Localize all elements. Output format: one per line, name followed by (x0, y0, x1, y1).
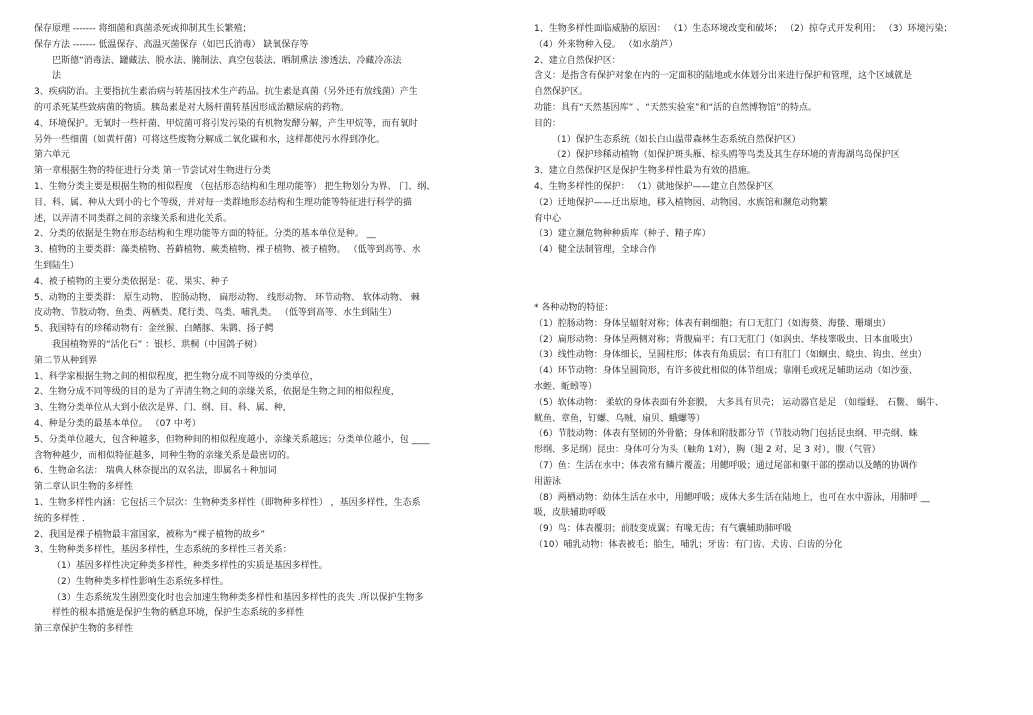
text-line: 3、生物分类单位从大到小依次是界、门、纲、目、科、属、种， (34, 403, 292, 414)
text-line: 5、我国特有的珍稀动物有：金丝猴、白鳍豚、朱鹮、扬子鳄 (34, 324, 274, 335)
text-line: 第二章认识生物的多样性 (34, 482, 134, 493)
text-line: 鱿鱼、章鱼，钉螺、乌贼、扇贝、蛾螺等） (534, 413, 706, 424)
text-line: 2、生物分成不同等级的目的是为了弄清生物之间的亲缘关系，依据是生物之间的相似程度， (34, 387, 400, 398)
spacer (534, 273, 1004, 287)
text-line: 含物种越少，而相似特征越多，同种生物的亲缘关系是最密切的。 (34, 450, 296, 461)
text-line: 含义：是指含有保护对象在内的一定面积的陆地或水体划分出来进行保护和管理，这个区域就是 (534, 71, 913, 82)
text-line: 样性的根本措施是保护生物的栖息环境，保护生态系统的多样性 (52, 608, 305, 619)
text-line: 自然保护区。 (534, 87, 589, 98)
text-line: （5）软体动物： 柔软的身体表面有外套膜， 大多具有贝壳； 运动器官是足 （如缢蛏、 石鳖、 蜗牛、 (534, 397, 944, 408)
text-line: （3）建立濒危物种种质库（种子、精子库） (534, 229, 711, 240)
text-line: 4、种是分类的最基本单位。 （07 中考） (34, 418, 201, 429)
text-line: 吸，皮肤辅助呼吸 (534, 508, 607, 519)
text-line: （4）外来物种入侵。 （如水葫芦） (534, 39, 678, 50)
text-line: 6、生物命名法： 瑞典人林奈提出的双名法，即属名＋种加词 (34, 466, 277, 477)
text-line: 统的多样性 . (34, 513, 85, 524)
text-line: 3、疾病防治。主要指抗生素治病与转基因技术生产药品。抗生素是真菌（另外还有放线菌）产生 (34, 87, 418, 98)
text-line: （2）扁形动物：身体呈两侧对称；背腹扁平；有口无肛门（如涡虫、华枝睾吸虫、日本血吸虫） (534, 334, 918, 345)
text-line: 1、科学家根据生物之间的相似程度，把生物分成不同等级的分类单位， (34, 371, 319, 382)
text-line: 我国植物界的“活化石” ：银杉、珙桐（中国鸽子树） (52, 339, 263, 350)
text-line: 目、科、属、种从大到小的七个等级，并对每一类群地形态结构和生理功能等特征进行科学的描 (34, 197, 413, 208)
text-line: 1、生物多样性内涵：它包括三个层次：生物种类多样性（即物种多样性） ，基因多样性，生态系 (34, 497, 421, 508)
text-line: （7）鱼：生活在水中；体表常有鳞片覆盖；用鳃呼吸；通过尾部和躯干部的摆动以及鳍的协调作 (534, 460, 918, 471)
text-line: （3）生态系统发生剧烈变化时也会加速生物种类多样性和基因多样性的丧失 .所以保护生物多 (52, 592, 424, 603)
text-line: 4、被子植物的主要分类依据是：花、果实、种子 (34, 276, 229, 287)
text-line: 水蛭、蚯蚓等） (534, 381, 598, 392)
text-line: 2、建立自然保护区： (534, 55, 621, 66)
text-line: （9）鸟：体表覆羽；前肢变成翼；有喙无齿；有气囊辅助肺呼吸 (534, 524, 792, 535)
text-line: （3）线性动物：身体细长，呈圆柱形；体表有角质层；有口有肛门（如蛔虫、蛲虫、钩虫、丝虫） (534, 350, 927, 361)
text-line: 法 (52, 71, 62, 82)
text-line: 育中心 (534, 213, 562, 224)
text-line: 5、分类单位越大，包含种越多，但物种间的相似程度越小，亲缘关系越远；分类单位越小，包 ____ (34, 434, 430, 445)
text-line: （2）迁地保护——迁出原地，移入植物园、动物园、水族馆和濒危动物繁 (534, 197, 828, 208)
text-line: 第二节从种到界 (34, 355, 98, 366)
text-line: （6）节肢动物：体表有坚韧的外骨骼；身体和附肢都分节（节肢动物门包括昆虫纲、甲壳纲、蛛 (534, 429, 918, 440)
spacer (534, 287, 1004, 301)
text-line: 保存方法 ------- 低温保存、高温灭菌保存（如巴氏消毒） 缺氧保存等 (34, 39, 309, 50)
text-line: 1、生物多样性面临威胁的原因： （1）生态环境改变和破坏； （2）掠夺式开发利用； （3）环境污染； (534, 24, 953, 34)
text-line: 3、建立自然保护区是保护生物多样性最为有效的措施。 (534, 166, 756, 177)
text-line: 功能：具有“天然基因库” 、“天然实验室”和“活的自然博物馆”的特点。 (534, 102, 817, 113)
text-line: 1、生物分类主要是根据生物的相似程度 （包括形态结构和生理功能等） 把生物划分为界、 门、纲、 (34, 181, 436, 192)
text-line: （4）环节动物：身体呈圆筒形，有许多彼此相似的体节组成；靠刚毛或疣足辅助运动（如沙蚕、 (534, 366, 918, 377)
text-line: 5、动物的主要类群： 原生动物、 腔肠动物、 扁形动物、 线形动物、 环节动物、 软体动物、 棘 (34, 292, 420, 303)
text-line: （10）哺乳动物：体表被毛；胎生，哺乳；牙齿：有门齿、犬齿、臼齿的分化 (534, 539, 843, 550)
text-line: （1）腔肠动物：身体呈辐射对称；体表有刺细胞；有口无肛门（如海葵、海蛰、珊瑚虫） (534, 318, 891, 329)
text-line: 2、分类的依据是生物在形态结构和生理功能等方面的特征。分类的基本单位是种。 __ (34, 229, 376, 240)
text-line: 巴斯德“消毒法、罐藏法、脱水法、腌制法、真空包装法、晒制熏法 渗透法、冷藏冷冻法 (52, 55, 402, 66)
text-line: 3、植物的主要类群：藻类植物、苔藓植物、蕨类植物、裸子植物、被子植物。 （低等到高等、水 (34, 245, 421, 256)
text-line: 第六单元 (34, 150, 71, 161)
text-line: 述，以弄清不同类群之间的亲缘关系和进化关系。 (34, 213, 233, 224)
text-line: 目的： (534, 118, 562, 129)
text-line: 另外一些细菌（如黄杆菌）可将这些废物分解成二氧化碳和水，这样都使污水得到净化。 (34, 134, 386, 145)
text-line: （1）基因多样性决定种类多样性，种类多样性的实质是基因多样性。 (52, 561, 328, 572)
text-line: （4）健全法制管理，全球合作 (534, 245, 657, 256)
text-line: 生到陆生） (34, 260, 80, 271)
text-line: 形纲、多足纲）昆虫：身体可分为头（触角 1对），胸（翅 2 对、足 3 对），腹（气管） (534, 445, 881, 456)
text-line: 2、我国是裸子植物最丰富国家，被称为“裸子植物的故乡” (34, 529, 266, 540)
text-line: （8）两栖动物：幼体生活在水中，用鳃呼吸；成体大多生活在陆地上，也可在水中游泳，用肺呼 __ (534, 492, 930, 503)
text-line: 4、环境保护。无氧时一些杆菌、甲烷菌可将引发污染的有机物发酵分解，产生甲烷等，而有氧时 (34, 118, 418, 129)
text-line: 第一章根据生物的特征进行分类 第一节尝试对生物进行分类 (34, 166, 271, 177)
text-line: 4、生物多样性的保护： （1）就地保护——建立自然保护区 (534, 181, 774, 192)
text-line: 保存原理 ------- 将细菌和真菌杀死或抑制其生长繁殖； (34, 24, 252, 34)
text-line: * 各种动物的特征： (534, 302, 614, 313)
text-line: 的可杀死某些致病菌的物质。胰岛素是对大肠杆菌转基因形成治糖尿病的药物。 (34, 102, 350, 113)
text-line: 皮动物、节肢动物、鱼类、两栖类、爬行类、鸟类、哺乳类。 （低等到高等、水生到陆生） (34, 308, 397, 319)
text-line: 3、生物种类多样性，基因多样性，生态系统的多样性三者关系： (34, 545, 292, 556)
text-line: 第三章保护生物的多样性 (34, 624, 134, 635)
text-line: （2）保护珍稀动植物（如保护斑头雁、棕头鸥等鸟类及其生存环境的青海湖鸟岛保护区 (552, 150, 900, 161)
left-column (34, 22, 520, 638)
text-line: （2）生物种类多样性影响生态系统多样性。 (52, 576, 229, 587)
spacer (534, 259, 1004, 273)
right-column (534, 22, 1004, 554)
text-line: （1）保护生态系统（如长白山温带森林生态系统自然保护区） (552, 134, 801, 145)
text-line: 用游泳 (534, 476, 562, 487)
